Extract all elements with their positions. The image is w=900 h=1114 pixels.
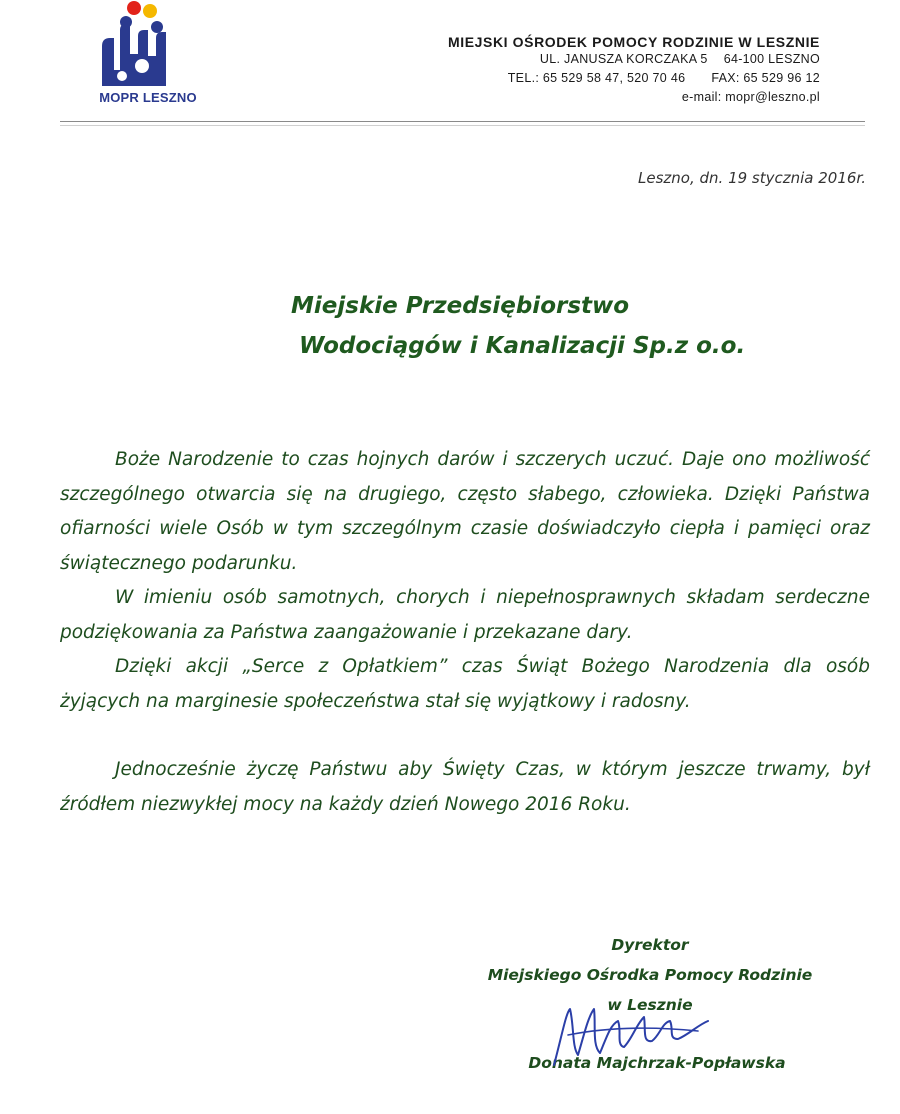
letter-body xyxy=(60,443,870,822)
postcode-city: 64-100 LESZNO xyxy=(723,52,820,66)
recipient-block xyxy=(291,286,851,366)
body-paragraph-1: Boże Narodzenie to czas hojnych darów i szczerych uczuć. Daje ono możliwość szczególnego otwarcia się na drugiego, często słabego, człowieka. Dzięki Państwa ofiarności wiele Osób w tym szczególnym czasie doświadczyło ciepła i pamięci oraz świątecznego podarunku. xyxy=(60,449,870,574)
body-paragraph-4: Jednocześnie życzę Państwu aby Święty Czas, w którym jeszcze trwamy, był źródłem niezwykłej mocy na każdy dzień Nowego 2016 Roku. xyxy=(60,759,870,815)
address-line xyxy=(448,50,820,69)
body-paragraph-2: W imieniu osób samotnych, chorych i niepełnosprawnych składam serdeczne podziękowania za Państwa zaangażowanie i przekazane dary. xyxy=(60,587,870,643)
family-logo-icon xyxy=(94,0,184,92)
fax: FAX: 65 529 96 12 xyxy=(711,71,820,85)
letter-date: Leszno, dn. 19 stycznia 2016r. xyxy=(638,169,866,187)
signatory-name: Donata Majchrzak-Popławska xyxy=(528,1054,786,1072)
phone-line xyxy=(448,69,820,88)
signatory-title: Dyrektor xyxy=(611,936,689,954)
organization-name: MIEJSKI OŚRODEK POMOCY RODZINIE W LESZNIE xyxy=(447,34,820,50)
body-paragraph-3: Dzięki akcji „Serce z Opłatkiem” czas Świąt Bożego Narodzenia dla osób żyjących na marginesie społeczeństwa stał się wyjątkowy i radosny. xyxy=(60,656,870,712)
header-divider xyxy=(60,121,865,122)
recipient-line-1: Miejskie Przedsiębiorstwo xyxy=(291,293,630,319)
email-address: e-mail: mopr@leszno.pl xyxy=(681,90,820,104)
mopr-logo xyxy=(88,0,208,112)
street-address: UL. JANUSZA KORCZAKA 5 xyxy=(539,52,708,66)
email-line xyxy=(448,88,820,107)
letterhead-contact xyxy=(448,34,820,107)
header-divider-shadow xyxy=(60,125,865,126)
logo-text: MOPR LESZNO xyxy=(99,90,197,105)
telephone: TEL.: 65 529 58 47, 520 70 46 xyxy=(507,71,686,85)
handwritten-signature-icon xyxy=(548,995,718,1075)
signatory-organization: Miejskiego Ośrodka Pomocy Rodzinie xyxy=(487,966,813,984)
signatory-city: w Lesznie xyxy=(607,996,693,1014)
recipient-line-2: Wodociągów i Kanalizacji Sp.z o.o. xyxy=(299,333,746,359)
